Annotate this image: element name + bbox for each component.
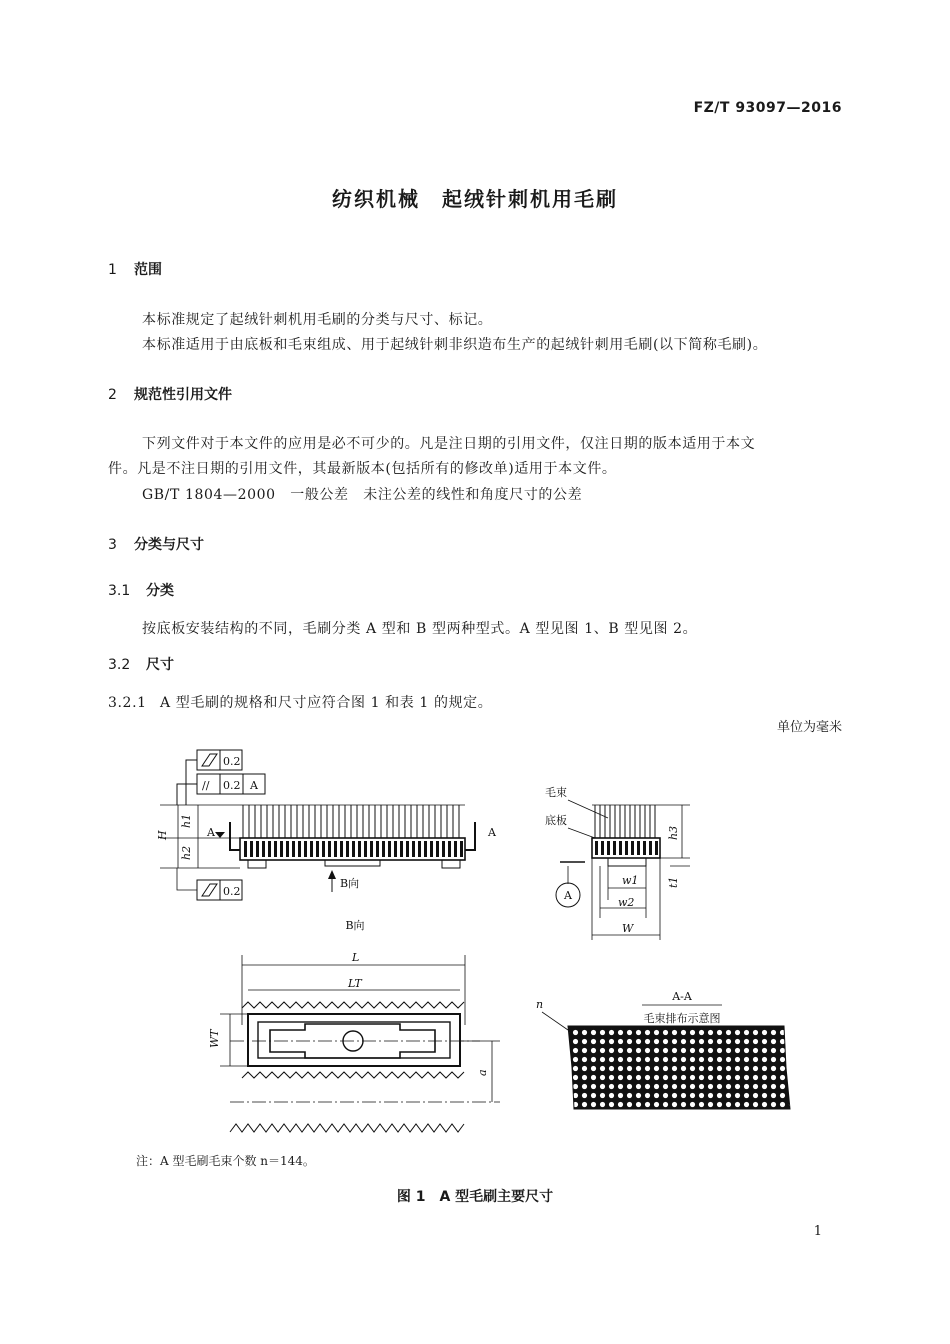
paragraph: 下列文件对于本文件的应用是必不可少的。凡是注日期的引用文件，仅注日期的版本适用于本文 xyxy=(142,436,756,452)
parallel-symbol: // xyxy=(202,779,210,792)
standard-number: FZ/T 93097—2016 xyxy=(693,100,842,116)
section-aa-subtitle: 毛束排布示意图 xyxy=(643,1012,721,1025)
dim-w2-label: w2 xyxy=(618,896,635,909)
base-plate-segments xyxy=(244,841,463,857)
dim-h3-label: h3 xyxy=(667,825,680,840)
tolerance-frame-parallelism xyxy=(197,774,265,794)
section-aa-title: A-A xyxy=(672,990,692,1003)
side-bristle-lines xyxy=(595,805,655,838)
page-number: 1 xyxy=(813,1224,822,1239)
section-number: 3 xyxy=(108,537,117,553)
tuft-array xyxy=(568,1026,790,1109)
dim-a-label: a xyxy=(476,1069,489,1076)
tolerance-frame-flatness-bottom xyxy=(197,880,242,900)
section-title: 分类 xyxy=(146,583,174,599)
figure-caption: 图 1 A 型毛刷主要尺寸 xyxy=(396,1189,554,1205)
paragraph-continuation: 件。凡是不注日期的引用文件，其最新版本(包括所有的修改单)适用于本文件。 xyxy=(108,461,617,477)
section-3-heading xyxy=(108,534,204,554)
clause-3-2-1 xyxy=(108,692,492,712)
front-view xyxy=(156,750,497,900)
bottom-zigzag-edge xyxy=(242,1072,464,1078)
bottom-view xyxy=(208,951,500,1132)
tolerance-value: 0.2 xyxy=(223,885,241,898)
bristle-lines xyxy=(243,805,459,838)
dim-WT-label: WT xyxy=(208,1029,221,1048)
section-1-heading xyxy=(108,259,162,279)
section-2-heading xyxy=(108,384,232,404)
paragraph: 按底板安装结构的不同，毛刷分类 A 型和 B 型两种型式。A 型见图 1、B 型见图 2。 xyxy=(142,621,698,637)
b-view-title: B向 xyxy=(345,919,365,932)
tolerance-value: 0.2 xyxy=(223,755,241,768)
tolerance-value: 0.2 xyxy=(223,779,241,792)
dim-w1-label: w1 xyxy=(622,874,639,887)
section-number: 2 xyxy=(108,387,117,403)
section-mark-left: A xyxy=(207,826,215,839)
section-number: 3.1 xyxy=(108,583,131,599)
tuft-label: 毛束 xyxy=(545,786,567,799)
lower-zigzag-edge xyxy=(230,1124,464,1132)
section-mark-right: A xyxy=(488,826,496,839)
section-aa-view xyxy=(536,990,790,1109)
top-zigzag-edge xyxy=(242,1002,464,1008)
paragraph: 本标准适用于由底板和毛束组成、用于起绒针刺非织造布生产的起绒针刺用毛刷(以下简称毛刷)。 xyxy=(142,337,768,353)
side-view xyxy=(545,786,690,940)
dim-W-label: W xyxy=(622,922,634,935)
section-number: 3.2 xyxy=(108,657,131,673)
section-title: 尺寸 xyxy=(146,657,174,673)
tuft-count-label-n: n xyxy=(536,998,544,1011)
dim-h1-label: h1 xyxy=(180,813,193,828)
section-title: 分类与尺寸 xyxy=(134,537,204,553)
clause-number: 3.2.1 xyxy=(108,695,147,711)
b-direction-arrow-label: B向 xyxy=(340,877,360,890)
figure-1-drawing xyxy=(130,740,810,1145)
datum-circle-label: A xyxy=(564,889,572,902)
dim-L-label: L xyxy=(352,951,360,964)
datum-letter: A xyxy=(250,779,258,792)
figure-note: 注：A 型毛刷毛束个数 n＝144。 xyxy=(136,1154,315,1168)
dim-h2-label: h2 xyxy=(180,845,193,860)
document-title: 纺织机械 起绒针刺机用毛刷 xyxy=(332,187,618,211)
section-3-2-heading xyxy=(108,654,174,674)
section-title: 规范性引用文件 xyxy=(134,387,232,403)
paragraph: 本标准规定了起绒针刺机用毛刷的分类与尺寸、标记。 xyxy=(142,312,493,328)
section-title: 范围 xyxy=(134,262,162,278)
normative-reference: GB/T 1804—2000 一般公差 未注公差的线性和角度尺寸的公差 xyxy=(142,487,583,503)
unit-note: 单位为毫米 xyxy=(776,720,842,735)
dim-LT-label: LT xyxy=(348,977,362,990)
dim-t1-label: t1 xyxy=(667,876,680,888)
clause-text: A 型毛刷的规格和尺寸应符合图 1 和表 1 的规定。 xyxy=(160,695,493,711)
tolerance-frame-flatness xyxy=(197,750,242,770)
dim-H-label: H xyxy=(156,830,169,840)
section-number: 1 xyxy=(108,262,117,278)
base-plate-label: 底板 xyxy=(545,814,567,827)
section-3-1-heading xyxy=(108,580,174,600)
